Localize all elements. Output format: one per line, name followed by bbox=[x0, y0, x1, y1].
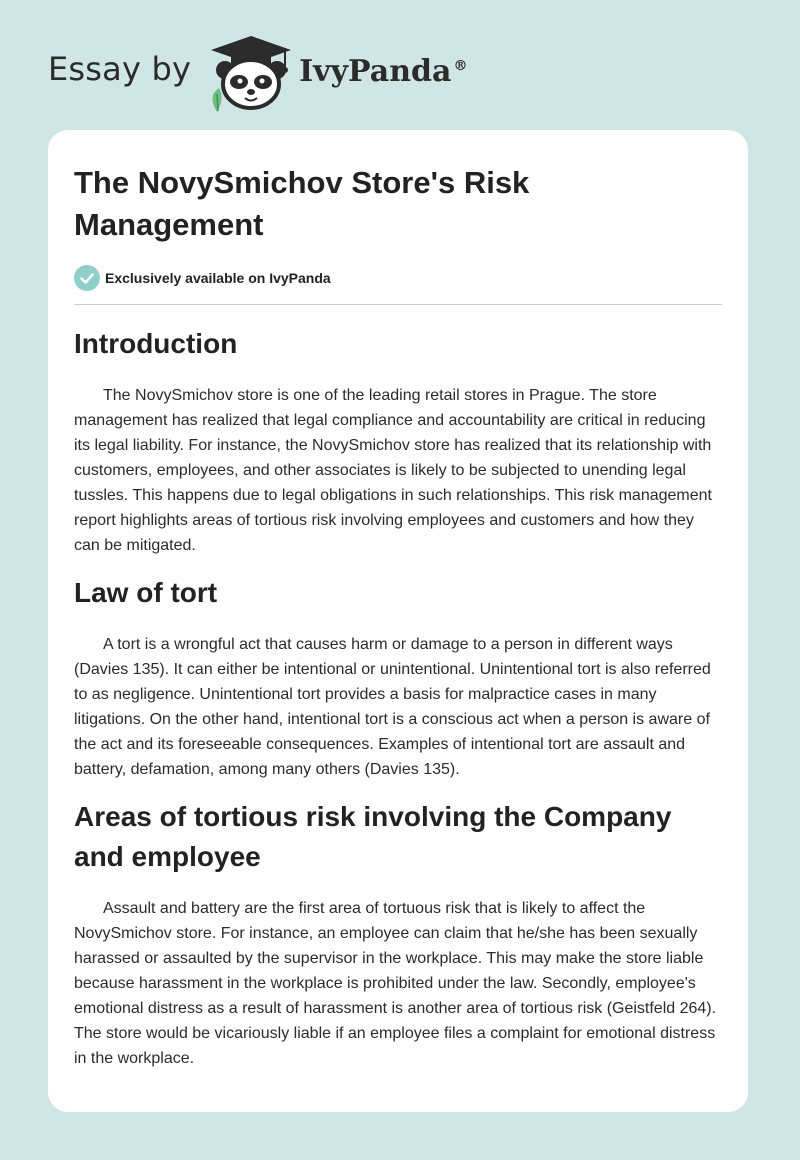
section-heading: Introduction bbox=[74, 328, 238, 359]
section-heading: Areas of tortious risk involving the Company and employee bbox=[74, 801, 672, 872]
exclusive-badge-text: Exclusively available on IvyPanda bbox=[105, 270, 331, 286]
article-title: The NovySmichov Store's Risk Management bbox=[74, 165, 530, 242]
registered-mark: ® bbox=[453, 57, 468, 74]
section-law-of-tort bbox=[74, 573, 722, 782]
site-brand[interactable] bbox=[48, 32, 467, 112]
exclusive-badge bbox=[74, 264, 722, 292]
section-paragraph: Assault and battery are the first area of tortuous risk that is likely to affect the NovySmichov store. For instance, an employee can claim that he/she has been sexually harassed or assaulted by the supervisor in the workplace. This may make the store liable because harassment in the workplace is prohibited under the law. Secondly, employee's emotional distress as a result of harassment is another area of tortious risk (Geistfeld 264). The store would be vicariously liable if an employee files a complaint for emotional distress in the workplace. bbox=[74, 900, 717, 1067]
section-paragraph: A tort is a wrongful act that causes harm or damage to a person in different ways (Davies 135). It can either be intentional or unintentional. Unintentional tort is also referred to as negligence. Unintentional tort provides a basis for malpractice cases in many litigations. On the other hand, intentional tort is a conscious act when a person is aware of the act and its foreseeable consequences. Examples of intentional tort are assault and battery, defamation, among many others (Davies 135). bbox=[74, 636, 711, 778]
section-paragraph: The NovySmichov store is one of the leading retail stores in Prague. The store management has realized that legal compliance and accountability are critical in reducing its legal liability. For instance, the NovySmichov store has realized that its relationship with customers, employees, and other associates is likely to be subjected to unending legal tussles. This happens due to legal obligations in such relationships. This risk management report highlights areas of tortious risk involving employees and customers and how they can be mitigated. bbox=[74, 387, 712, 554]
brand-name-text: IvyPanda bbox=[299, 53, 452, 89]
section-heading: Law of tort bbox=[74, 577, 218, 608]
check-circle-icon bbox=[74, 265, 100, 291]
title-divider bbox=[74, 304, 722, 305]
section-introduction bbox=[74, 324, 722, 558]
brand-prefix: Essay by bbox=[48, 50, 192, 88]
brand-name bbox=[299, 54, 467, 89]
section-areas-of-tortious-risk bbox=[74, 797, 722, 1071]
article-card bbox=[48, 130, 748, 1112]
panda-graduate-icon bbox=[205, 32, 297, 112]
